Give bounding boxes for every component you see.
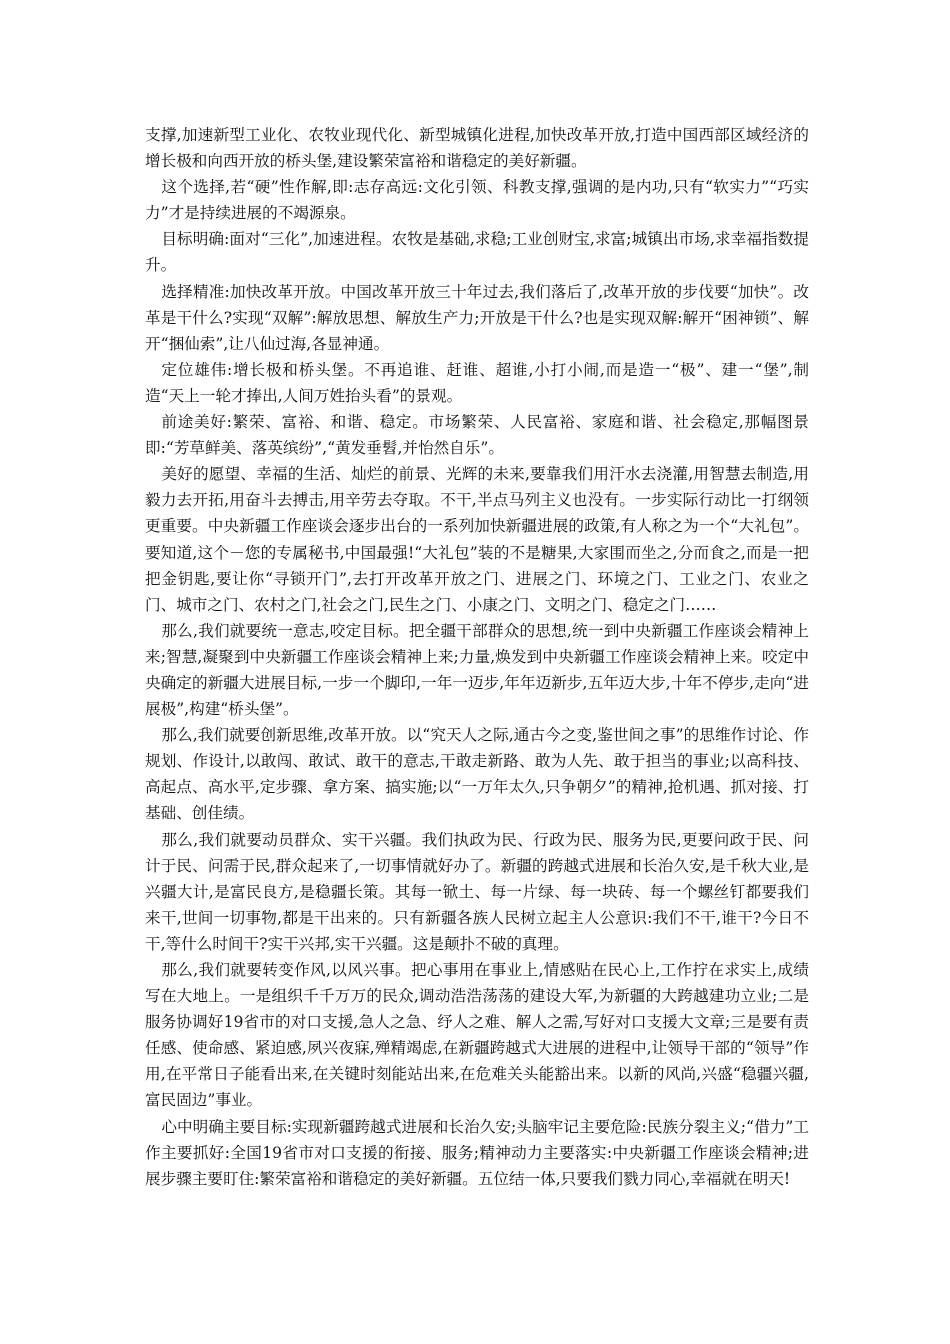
paragraph-innovate-thinking: 那么,我们就要创新思维,改革开放。以“究天人之际,通古今之变,鉴世间之事”的思维作讨论、作规划、作设计,以敢闯、敢试、敢干的意志,干敢走新路、敢为人先、敢于担当的事业;以高科技、高起点、高水平,定步骤、拿方案、搞实施;以“一万年太久,只争朝夕”的精神,抢机遇、抓对接、打基础、创佳绩。 <box>145 726 809 823</box>
paragraph-unify-will: 那么,我们就要统一意志,咬定目标。把全疆干部群众的思想,统一到中央新疆工作座谈会精神上来;智慧,凝聚到中央新疆工作座谈会精神上来;力量,焕发到中央新疆工作座谈会精神上来。咬定中央确定的新疆大进展目标,一步一个脚印,一年一迈步,年年迈新步,五年迈大步,十年不停步,走向“进展极”,构建“桥头堡”。 <box>145 621 809 719</box>
paragraph-clear-goal: 目标明确:面对“三化”,加速进程。农牧是基础,求稳;工业创财宝,求富;城镇出市场,求幸福指数提升。 <box>145 230 809 275</box>
paragraph-choice-soft-power: 这个选择,若“硬”性作解,即:志存高远:文化引领、科教支撑,强调的是内功,只有“软实力”“巧实力”才是持续进展的不竭源泉。 <box>145 178 809 223</box>
paragraph-continuation: 支撑,加速新型工业化、农牧业现代化、新型城镇化进程,加快改革开放,打造中国西部区域经济的增长极和向西开放的桥头堡,建设繁荣富裕和谐稳定的美好新疆。 <box>145 126 809 171</box>
paragraph-hard-work: 美好的愿望、幸福的生活、灿烂的前景、光辉的未来,要靠我们用汗水去浇灌,用智慧去制造,用毅力去开拓,用奋斗去搏击,用辛劳去夺取。不干,半点马列主义也没有。一步实际行动比一打纲领更重要。中央新疆工作座谈会逐步出台的一系列加快新疆进展的政策,有人称之为一个“大礼包”。要知道,这个－您的专属秘书,中国最强!“大礼包”装的不是糖果,大家围而坐之,分而食之,而是一把把金钥匙,要让你“寻锁开门”,去打开改革开放之门、进展之门、环境之门、工业之门、农业之门、城市之门、农村之门,社会之门,民生之门、小康之门、文明之门、稳定之门…… <box>145 465 809 614</box>
paragraph-change-style: 那么,我们就要转变作风,以风兴事。把心事用在事业上,情感贴在民心上,工作拧在求实上,成绩写在大地上。一是组织千千万万的民众,调动浩浩荡荡的建设大军,为新疆的大跨越建功立业;二是服务协调好19省市的对口支援,急人之急、纾人之难、解人之需,写好对口支援大文章;三是要有责任感、使命感、紧迫感,夙兴夜寐,殚精竭虑,在新疆跨越式大进展的进程中,让领导干部的“领导”作用,在平常日子能看出来,在关键时刻能站出来,在危难关头能豁出来。以新的风尚,兴盛“稳疆兴疆,富民固边”事业。 <box>145 961 809 1110</box>
document-body <box>145 122 809 1192</box>
paragraph-bright-future: 前途美好:繁荣、富裕、和谐、稳定。市场繁荣、人民富裕、家庭和谐、社会稳定,那幅图景即:“芳草鲜美、落英缤纷”,“黄发垂髫,并怡然自乐”。 <box>145 413 809 458</box>
paragraph-mobilize-masses: 那么,我们就要动员群众、实干兴疆。我们执政为民、行政为民、服务为民,更要问政于民、问计于民、问需于民,群众起来了,一切事情就好办了。新疆的跨越式进展和长治久安,是千秋大业,是兴疆大计,是富民良方,是稳疆长策。其每一锨土、每一片绿、每一块砖、每一个螺丝钉都要我们来干,世间一切事物,都是干出来的。只有新疆各族人民树立起主人公意识:我们不干,谁干?今日不干,等什么时间干?实干兴邦,实干兴疆。这是颠扑不破的真理。 <box>145 830 809 953</box>
paragraph-precise-choice: 选择精准:加快改革开放。中国改革开放三十年过去,我们落后了,改革开放的步伐要“加快”。改革是干什么?实现“双解”:解放思想、解放生产力;开放是干什么?也是实现双解:解开“困神锁”、解开“捆仙索”,让八仙过海,各显神通。 <box>145 282 809 353</box>
paragraph-conclusion: 心中明确主要目标:实现新疆跨越式进展和长治久安;头脑牢记主要危险:民族分裂主义;“借力”工作主要抓好:全国19省市对口支援的衔接、服务;精神动力主要落实:中央新疆工作座谈会精神;进展步骤主要盯住:繁荣富裕和谐稳定的美好新疆。五位结一体,只要我们戮力同心,幸福就在明天! <box>145 1117 809 1188</box>
paragraph-grand-positioning: 定位雄伟:增长极和桥头堡。不再追谁、赶谁、超谁,小打小闹,而是造一“极”、建一“堡”,制造“天上一轮才捧出,人间万姓抬头看”的景观。 <box>145 360 809 405</box>
